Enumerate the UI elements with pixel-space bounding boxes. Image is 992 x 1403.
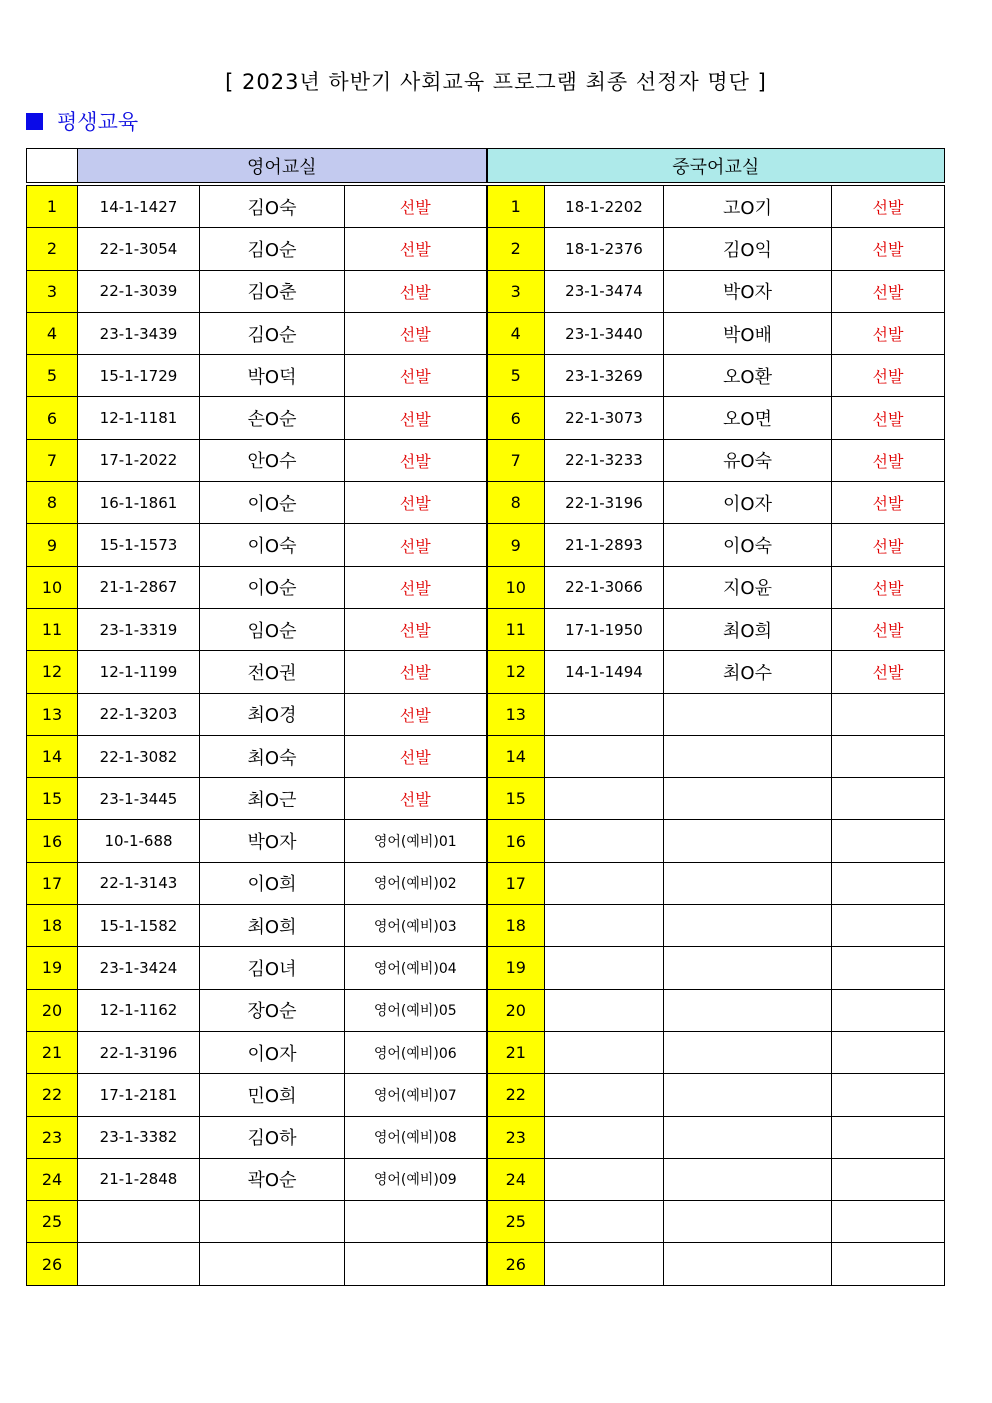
chinese-status — [832, 1074, 945, 1116]
chinese-applicant-id: 18-1-2376 — [545, 228, 664, 270]
english-applicant-id: 22-1-3203 — [78, 693, 200, 735]
chinese-applicant-id: 17-1-1950 — [545, 608, 664, 650]
chinese-row-number: 6 — [487, 397, 545, 439]
english-applicant-name: 김O순 — [200, 312, 345, 354]
english-applicant-name: 이O숙 — [200, 524, 345, 566]
chinese-applicant-id: 22-1-3196 — [545, 482, 664, 524]
chinese-applicant-name — [664, 905, 832, 947]
chinese-status: 선발 — [832, 608, 945, 650]
english-applicant-name — [200, 1243, 345, 1285]
english-applicant-name: 김O춘 — [200, 270, 345, 312]
chinese-applicant-id — [545, 1031, 664, 1073]
chinese-row-number: 20 — [487, 989, 545, 1031]
english-status — [345, 1243, 487, 1285]
chinese-status — [832, 1243, 945, 1285]
english-applicant-name: 이O자 — [200, 1031, 345, 1073]
row-number: 23 — [27, 1116, 78, 1158]
chinese-row-number: 1 — [487, 184, 545, 228]
english-status: 영어(예비)02 — [345, 862, 487, 904]
chinese-status: 선발 — [832, 270, 945, 312]
chinese-applicant-id — [545, 693, 664, 735]
chinese-status: 선발 — [832, 524, 945, 566]
chinese-applicant-id — [545, 1201, 664, 1243]
chinese-row-number: 25 — [487, 1201, 545, 1243]
english-applicant-id — [78, 1201, 200, 1243]
english-applicant-name: 곽O순 — [200, 1158, 345, 1200]
english-applicant-name: 박O덕 — [200, 355, 345, 397]
english-applicant-name: 최O근 — [200, 778, 345, 820]
english-applicant-id: 12-1-1199 — [78, 651, 200, 693]
chinese-status — [832, 947, 945, 989]
english-status: 선발 — [345, 270, 487, 312]
chinese-applicant-name: 이O숙 — [664, 524, 832, 566]
english-status: 영어(예비)05 — [345, 989, 487, 1031]
chinese-applicant-id — [545, 905, 664, 947]
table-body — [27, 184, 945, 1285]
chinese-status: 선발 — [832, 482, 945, 524]
chinese-row-number: 16 — [487, 820, 545, 862]
english-applicant-id: 23-1-3319 — [78, 608, 200, 650]
chinese-row-number: 14 — [487, 735, 545, 777]
row-number: 5 — [27, 355, 78, 397]
page-title: [ 2023년 하반기 사회교육 프로그램 최종 선정자 명단 ] — [225, 70, 767, 94]
row-number: 26 — [27, 1243, 78, 1285]
row-number: 10 — [27, 566, 78, 608]
row-number: 2 — [27, 228, 78, 270]
english-applicant-id: 10-1-688 — [78, 820, 200, 862]
chinese-applicant-id — [545, 1074, 664, 1116]
table-row — [27, 397, 945, 439]
chinese-status: 선발 — [832, 651, 945, 693]
chinese-applicant-id — [545, 778, 664, 820]
table-row — [27, 524, 945, 566]
table-row — [27, 862, 945, 904]
row-number: 9 — [27, 524, 78, 566]
english-status: 선발 — [345, 778, 487, 820]
chinese-applicant-name — [664, 1074, 832, 1116]
table-row — [27, 184, 945, 228]
english-applicant-id: 23-1-3445 — [78, 778, 200, 820]
chinese-status — [832, 989, 945, 1031]
row-number: 21 — [27, 1031, 78, 1073]
chinese-status: 선발 — [832, 184, 945, 228]
chinese-applicant-name — [664, 1031, 832, 1073]
row-number: 15 — [27, 778, 78, 820]
row-number: 22 — [27, 1074, 78, 1116]
english-applicant-id: 22-1-3039 — [78, 270, 200, 312]
row-number: 12 — [27, 651, 78, 693]
english-applicant-id: 12-1-1162 — [78, 989, 200, 1031]
chinese-applicant-id: 14-1-1494 — [545, 651, 664, 693]
chinese-status — [832, 778, 945, 820]
row-number: 11 — [27, 608, 78, 650]
row-number: 14 — [27, 735, 78, 777]
chinese-status: 선발 — [832, 228, 945, 270]
english-status: 선발 — [345, 312, 487, 354]
english-applicant-id: 21-1-2848 — [78, 1158, 200, 1200]
english-applicant-name: 이O순 — [200, 482, 345, 524]
table-row — [27, 693, 945, 735]
table-row — [27, 989, 945, 1031]
chinese-status — [832, 693, 945, 735]
english-applicant-id: 23-1-3424 — [78, 947, 200, 989]
english-applicant-name: 최O희 — [200, 905, 345, 947]
section-label: 평생교육 — [57, 110, 139, 134]
english-applicant-id: 22-1-3054 — [78, 228, 200, 270]
english-status: 선발 — [345, 693, 487, 735]
english-status: 선발 — [345, 355, 487, 397]
chinese-applicant-name — [664, 1158, 832, 1200]
chinese-applicant-name — [664, 693, 832, 735]
chinese-row-number: 22 — [487, 1074, 545, 1116]
english-applicant-id: 16-1-1861 — [78, 482, 200, 524]
chinese-applicant-name: 박O자 — [664, 270, 832, 312]
row-number: 13 — [27, 693, 78, 735]
table-row — [27, 608, 945, 650]
row-number: 1 — [27, 184, 78, 228]
row-number: 4 — [27, 312, 78, 354]
chinese-status: 선발 — [832, 439, 945, 481]
chinese-status: 선발 — [832, 312, 945, 354]
chinese-applicant-id — [545, 862, 664, 904]
english-applicant-name: 박O자 — [200, 820, 345, 862]
chinese-applicant-id — [545, 735, 664, 777]
english-applicant-name: 최O숙 — [200, 735, 345, 777]
english-applicant-id: 15-1-1573 — [78, 524, 200, 566]
english-applicant-name: 손O순 — [200, 397, 345, 439]
chinese-applicant-id — [545, 1116, 664, 1158]
table-row — [27, 1116, 945, 1158]
chinese-applicant-name: 오O면 — [664, 397, 832, 439]
english-status: 선발 — [345, 524, 487, 566]
chinese-applicant-name — [664, 989, 832, 1031]
chinese-status — [832, 1201, 945, 1243]
chinese-applicant-name — [664, 862, 832, 904]
table-row — [27, 270, 945, 312]
table-row — [27, 228, 945, 270]
header-corner-cell — [27, 149, 78, 185]
english-applicant-name: 안O수 — [200, 439, 345, 481]
english-applicant-name: 장O순 — [200, 989, 345, 1031]
table-row — [27, 778, 945, 820]
chinese-applicant-name — [664, 735, 832, 777]
chinese-row-number: 12 — [487, 651, 545, 693]
english-applicant-id: 17-1-2022 — [78, 439, 200, 481]
chinese-status — [832, 1031, 945, 1073]
chinese-applicant-name: 고O기 — [664, 184, 832, 228]
chinese-row-number: 8 — [487, 482, 545, 524]
english-applicant-name: 임O순 — [200, 608, 345, 650]
row-number: 6 — [27, 397, 78, 439]
english-applicant-id: 17-1-2181 — [78, 1074, 200, 1116]
chinese-status: 선발 — [832, 355, 945, 397]
chinese-row-number: 24 — [487, 1158, 545, 1200]
chinese-row-number: 7 — [487, 439, 545, 481]
table-row — [27, 651, 945, 693]
chinese-row-number: 19 — [487, 947, 545, 989]
english-status: 선발 — [345, 228, 487, 270]
english-applicant-name: 김O녀 — [200, 947, 345, 989]
row-number: 3 — [27, 270, 78, 312]
chinese-row-number: 18 — [487, 905, 545, 947]
table-row — [27, 1201, 945, 1243]
chinese-status — [832, 1116, 945, 1158]
chinese-applicant-id: 23-1-3474 — [545, 270, 664, 312]
row-number: 17 — [27, 862, 78, 904]
table-row — [27, 1158, 945, 1200]
english-applicant-name: 이O희 — [200, 862, 345, 904]
chinese-applicant-name: 박O배 — [664, 312, 832, 354]
row-number: 18 — [27, 905, 78, 947]
chinese-applicant-name: 이O자 — [664, 482, 832, 524]
table-row — [27, 735, 945, 777]
english-applicant-id: 12-1-1181 — [78, 397, 200, 439]
chinese-status: 선발 — [832, 397, 945, 439]
english-status: 선발 — [345, 397, 487, 439]
chinese-applicant-name: 김O익 — [664, 228, 832, 270]
chinese-applicant-name — [664, 778, 832, 820]
english-class-header: 영어교실 — [78, 149, 487, 185]
chinese-applicant-id — [545, 1243, 664, 1285]
chinese-applicant-id — [545, 989, 664, 1031]
english-status: 영어(예비)03 — [345, 905, 487, 947]
chinese-row-number: 21 — [487, 1031, 545, 1073]
chinese-status — [832, 1158, 945, 1200]
chinese-applicant-name — [664, 820, 832, 862]
english-applicant-name: 최O경 — [200, 693, 345, 735]
chinese-applicant-id: 23-1-3269 — [545, 355, 664, 397]
english-applicant-name: 전O권 — [200, 651, 345, 693]
chinese-applicant-name — [664, 1201, 832, 1243]
chinese-row-number: 11 — [487, 608, 545, 650]
chinese-row-number: 17 — [487, 862, 545, 904]
chinese-row-number: 10 — [487, 566, 545, 608]
chinese-row-number: 13 — [487, 693, 545, 735]
chinese-row-number: 15 — [487, 778, 545, 820]
chinese-status — [832, 735, 945, 777]
chinese-row-number: 23 — [487, 1116, 545, 1158]
english-status: 선발 — [345, 482, 487, 524]
english-status — [345, 1201, 487, 1243]
chinese-status — [832, 862, 945, 904]
table-row — [27, 566, 945, 608]
chinese-applicant-name — [664, 1116, 832, 1158]
chinese-applicant-id: 21-1-2893 — [545, 524, 664, 566]
english-status: 선발 — [345, 651, 487, 693]
chinese-applicant-name: 오O환 — [664, 355, 832, 397]
chinese-applicant-id: 22-1-3066 — [545, 566, 664, 608]
english-status: 영어(예비)06 — [345, 1031, 487, 1073]
selection-table — [26, 148, 945, 1286]
chinese-applicant-id: 22-1-3233 — [545, 439, 664, 481]
table-row — [27, 1031, 945, 1073]
table-row — [27, 820, 945, 862]
square-bullet-icon — [26, 113, 43, 130]
table-row — [27, 312, 945, 354]
chinese-status: 선발 — [832, 566, 945, 608]
english-status: 선발 — [345, 184, 487, 228]
table-row — [27, 355, 945, 397]
chinese-row-number: 9 — [487, 524, 545, 566]
english-status: 선발 — [345, 608, 487, 650]
english-status: 선발 — [345, 566, 487, 608]
chinese-applicant-id: 18-1-2202 — [545, 184, 664, 228]
row-number: 8 — [27, 482, 78, 524]
chinese-class-header: 중국어교실 — [487, 149, 945, 185]
chinese-applicant-name — [664, 947, 832, 989]
row-number: 7 — [27, 439, 78, 481]
table-row — [27, 905, 945, 947]
chinese-row-number: 4 — [487, 312, 545, 354]
row-number: 16 — [27, 820, 78, 862]
chinese-applicant-id — [545, 1158, 664, 1200]
english-applicant-name: 민O희 — [200, 1074, 345, 1116]
chinese-row-number: 5 — [487, 355, 545, 397]
english-applicant-name: 김O하 — [200, 1116, 345, 1158]
chinese-applicant-id — [545, 820, 664, 862]
english-applicant-id: 14-1-1427 — [78, 184, 200, 228]
table-header-row — [27, 149, 945, 185]
english-applicant-id: 22-1-3196 — [78, 1031, 200, 1073]
english-applicant-id: 23-1-3382 — [78, 1116, 200, 1158]
english-applicant-id: 22-1-3143 — [78, 862, 200, 904]
row-number: 19 — [27, 947, 78, 989]
row-number: 25 — [27, 1201, 78, 1243]
english-applicant-name: 이O순 — [200, 566, 345, 608]
english-status: 선발 — [345, 735, 487, 777]
chinese-applicant-name: 최O희 — [664, 608, 832, 650]
english-applicant-id: 15-1-1729 — [78, 355, 200, 397]
table-row — [27, 1074, 945, 1116]
chinese-applicant-name — [664, 1243, 832, 1285]
english-applicant-name: 김O숙 — [200, 184, 345, 228]
english-status: 영어(예비)01 — [345, 820, 487, 862]
chinese-applicant-id — [545, 947, 664, 989]
english-applicant-id: 23-1-3439 — [78, 312, 200, 354]
english-status: 영어(예비)08 — [345, 1116, 487, 1158]
chinese-row-number: 26 — [487, 1243, 545, 1285]
english-status: 영어(예비)04 — [345, 947, 487, 989]
section-heading — [26, 106, 138, 136]
row-number: 20 — [27, 989, 78, 1031]
chinese-row-number: 2 — [487, 228, 545, 270]
english-applicant-id: 22-1-3082 — [78, 735, 200, 777]
chinese-status — [832, 820, 945, 862]
english-status: 선발 — [345, 439, 487, 481]
english-applicant-id: 21-1-2867 — [78, 566, 200, 608]
table-row — [27, 439, 945, 481]
table-row — [27, 482, 945, 524]
chinese-applicant-name: 최O수 — [664, 651, 832, 693]
row-number: 24 — [27, 1158, 78, 1200]
english-status: 영어(예비)07 — [345, 1074, 487, 1116]
english-applicant-id: 15-1-1582 — [78, 905, 200, 947]
chinese-applicant-name: 지O윤 — [664, 566, 832, 608]
chinese-applicant-id: 23-1-3440 — [545, 312, 664, 354]
table-row — [27, 947, 945, 989]
table-row — [27, 1243, 945, 1285]
english-applicant-name — [200, 1201, 345, 1243]
english-applicant-id — [78, 1243, 200, 1285]
chinese-status — [832, 905, 945, 947]
chinese-applicant-id: 22-1-3073 — [545, 397, 664, 439]
chinese-applicant-name: 유O숙 — [664, 439, 832, 481]
english-applicant-name: 김O순 — [200, 228, 345, 270]
english-status: 영어(예비)09 — [345, 1158, 487, 1200]
chinese-row-number: 3 — [487, 270, 545, 312]
